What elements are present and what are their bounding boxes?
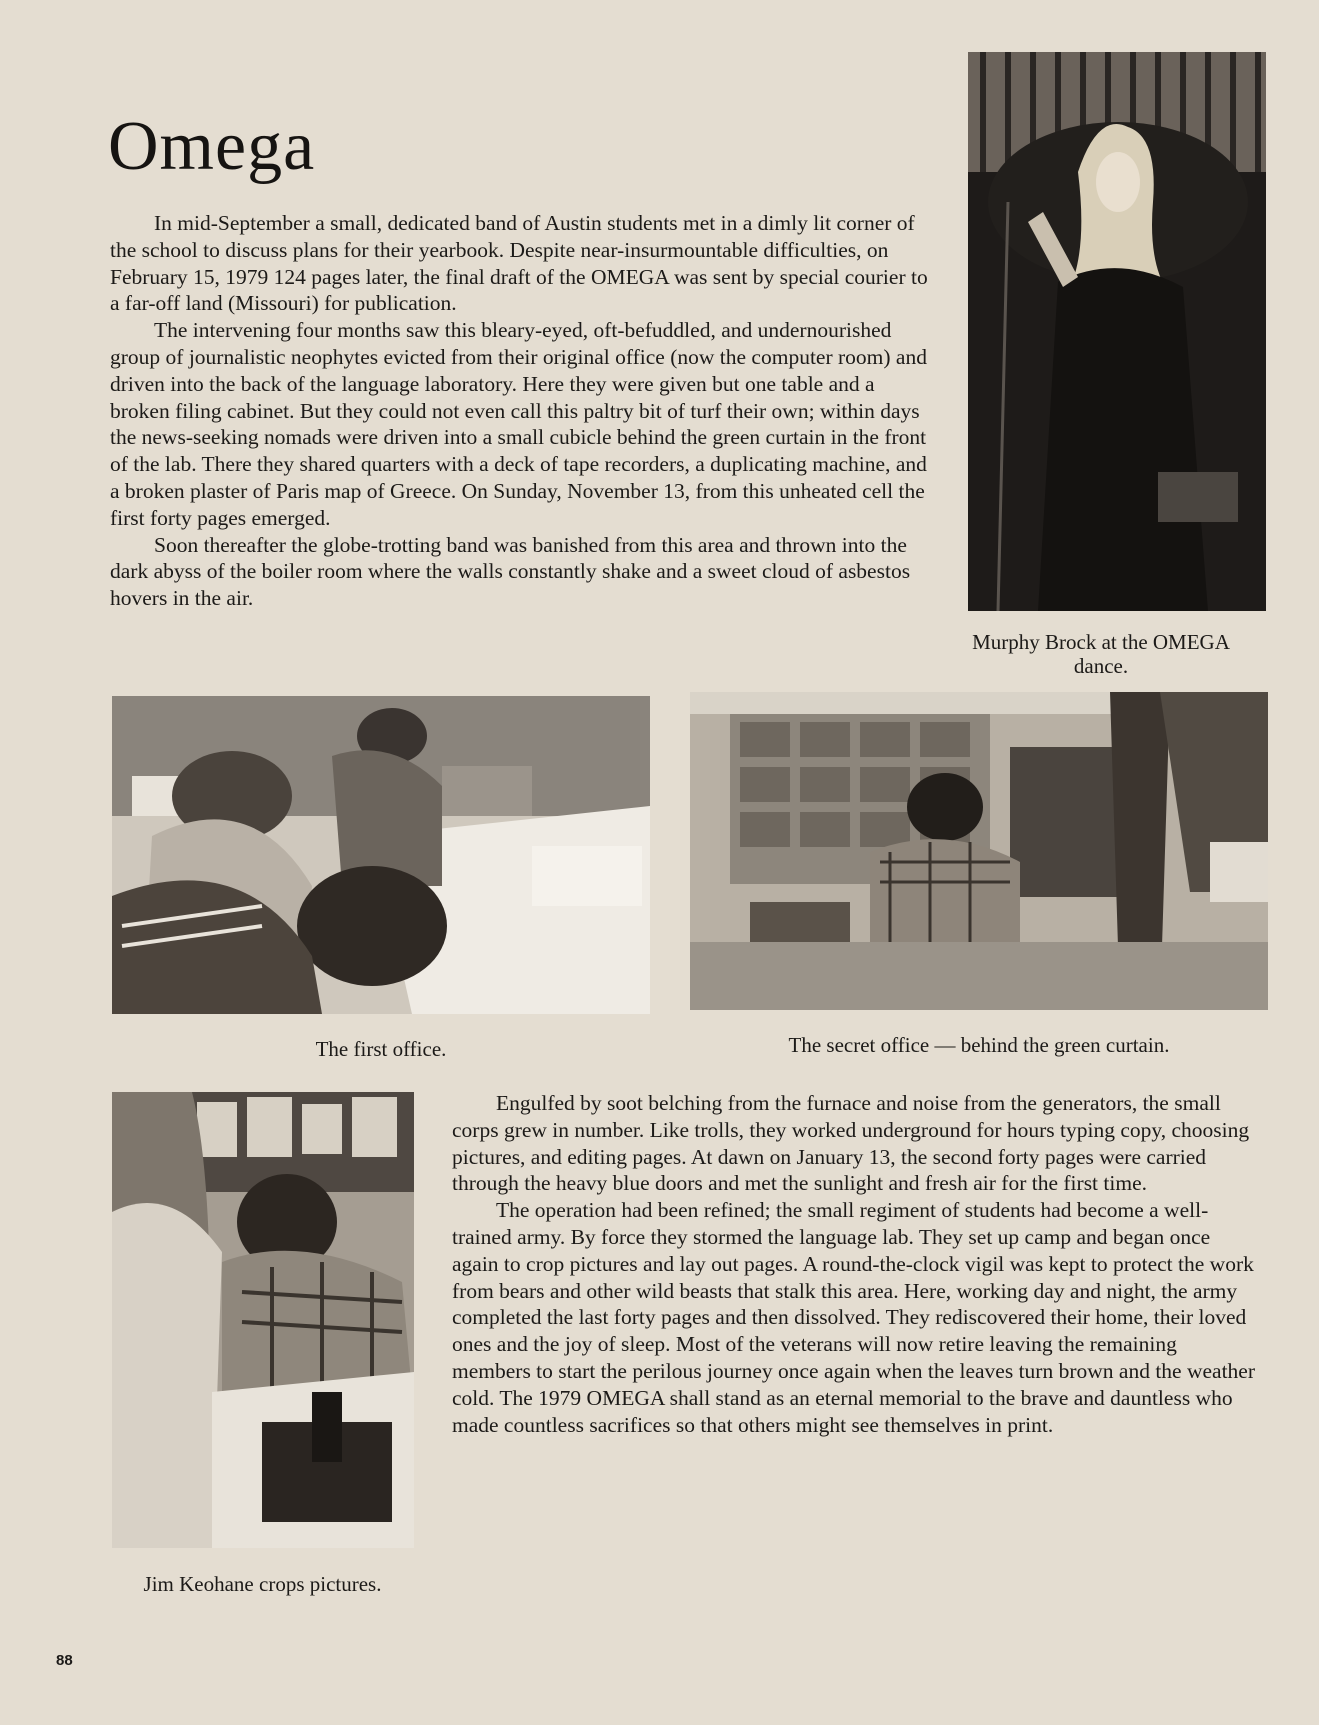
murphy-brock-caption: Murphy Brock at the OMEGA dance. [972,630,1230,678]
intro-paragraph: In mid-September a small, dedicated band of Austin students met in a dimly lit corner of the school to discuss plans for their yearbook. Despite near-insurmountable difficulties, on February 15, 1979 124 pages later, the final draft of the OMEGA was sent by special courier to a far-off land (Missouri) for publication. [110,211,928,316]
intro-paragraph: The intervening four months saw this bleary-eyed, oft-befuddled, and undernourished group of journalistic neophytes evicted from their original office (now the computer room) and driven into the back of the language laboratory. Here they were given but one table and a broken filing cabinet. But they could not even call this paltry bit of turf their own; within days the news-seeking nomads were driven into a small cubicle behind the green curtain in the front of the lab. There they shared quarters with a deck of tape recorders, a duplicating machine, and a broken plaster of Paris map of Greece. On Sunday, November 13, from this unheated cell the first forty pages emerged. [110,318,927,530]
outro-paragraph: The operation had been refined; the small regiment of students had become a well-trained army. By force they stormed the language lab. They set up camp and began once again to crop pictures and lay out pages. A round-the-clock vigil was kept to protect the work from bears and other wild beasts that stalk this area. Here, working day and night, the army completed the last forty pages and then dissolved. They rediscovered their home, their loved ones and the joy of sleep. Most of the veterans will now retire leaving the remaining members to start the perilous journey once again when the leaves turn brown and the weather cold. The 1979 OMEGA shall stand as an eternal memorial to the brave and dauntless who made countless sacrifices so that others might see themselves in print. [452,1198,1255,1437]
jim-keohane-caption: Jim Keohane crops pictures. [143,1572,382,1596]
secret-office-photo [690,692,1268,1010]
intro-paragraph: Soon thereafter the globe-trotting band was banished from this area and thrown into the dark abyss of the boiler room where the walls constantly shake and a sweet cloud of asbestos hovers in the air. [110,532,911,611]
jim-keohane-photo [112,1092,414,1548]
page-title: Omega [108,108,316,185]
murphy-brock-photo [968,52,1266,611]
first-office-caption: The first office. [315,1037,447,1061]
first-office-photo [112,696,650,1014]
outro-article-text [452,1090,1260,1438]
intro-article-text [110,210,932,612]
page-number: 88 [56,1652,73,1669]
secret-office-caption: The secret office — behind the green curtain. [788,1033,1170,1057]
outro-paragraph: Engulfed by soot belching from the furnace and noise from the generators, the small corps grew in number. Like trolls, they worked underground for hours typing copy, choosing pictures, and editing pages. At dawn on January 13, the second forty pages were carried through the heavy blue doors and met the sunlight and fresh air for the first time. [452,1091,1250,1196]
